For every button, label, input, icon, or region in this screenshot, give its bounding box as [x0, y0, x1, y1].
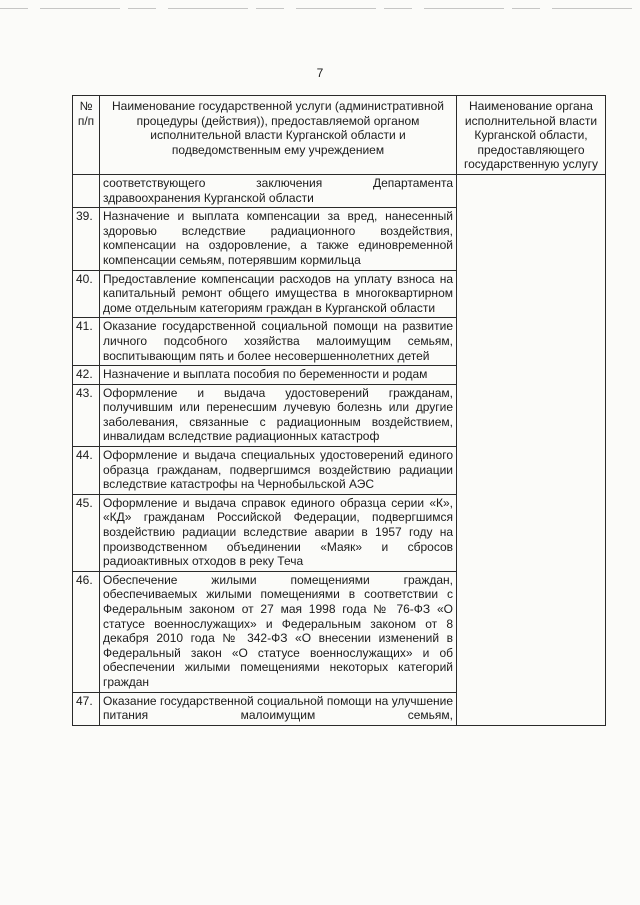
service-name: Назначение и выплата пособия по беременности и родам: [100, 366, 457, 385]
table-header-row: [73, 96, 606, 175]
header-authority-name: Наименование органа исполнительной власти Курганской области, предоставляющего государственную услугу: [457, 96, 606, 175]
row-number: 40.: [73, 270, 100, 318]
service-name: Обеспечение жилыми помещениями граждан, обеспечиваемых жилыми помещениями в соответствии с Федеральным законом от 27 мая 1998 года № 76-ФЗ «О статусе военнослужащих» и Федеральным законом от 8 декабря 2010 года № 342-ФЗ «О внесении изменений в Федеральный закон «О статусе военнослужащих» и об обеспечении жилыми помещениями некоторых категорий граждан: [100, 571, 457, 692]
header-number: № п/п: [73, 96, 100, 175]
row-number: 46.: [73, 571, 100, 692]
service-name: соответствующего заключения Департамента здравоохранения Курганской области: [100, 174, 457, 207]
service-name: Оформление и выдача специальных удостоверений единого образца гражданам, подвергшимся воздействию радиации вследствие катастрофы на Чернобыльской АЭС: [100, 447, 457, 495]
row-number: 43.: [73, 384, 100, 446]
row-number: 41.: [73, 318, 100, 366]
row-number: 39.: [73, 208, 100, 270]
page-number: 7: [316, 66, 324, 80]
authority-cell: [457, 174, 606, 725]
service-name: Назначение и выплата компенсации за вред, нанесенный здоровью вследствие радиационного воздействия, компенсации на оздоровление, а также единовременной компенсации семьям, потерявшим кормильца: [100, 208, 457, 270]
row-number: [73, 174, 100, 207]
service-name: Оказание государственной социальной помощи на улучшение питания малоимущим семьям,: [100, 692, 457, 725]
table-row: [73, 174, 606, 207]
header-service-name: Наименование государственной услуги (административной процедуры (действия)), предоставляемой органом исполнительной власти Курганской области и подведомственным ему учреждением: [100, 96, 457, 175]
services-table: [72, 95, 606, 726]
row-number: 42.: [73, 366, 100, 385]
service-name: Оформление и выдача справок единого образца серии «К», «КД» гражданам Российской Федерации, подвергшимся воздействию радиации вследствие аварии в 1957 году на производственном объединении «Маяк» и сбросов радиоактивных отходов в реку Теча: [100, 494, 457, 571]
row-number: 47.: [73, 692, 100, 725]
scan-edge-artifact: [0, 8, 640, 9]
row-number: 44.: [73, 447, 100, 495]
service-name: Предоставление компенсации расходов на уплату взноса на капитальный ремонт общего имущества в многоквартирном доме отдельным категориям граждан в Курганской области: [100, 270, 457, 318]
service-name: Оформление и выдача удостоверений гражданам, получившим или перенесшим лучевую болезнь или другие заболевания, связанные с радиационным воздействием, инвалидам вследствие радиационных катастроф: [100, 384, 457, 446]
row-number: 45.: [73, 494, 100, 571]
service-name: Оказание государственной социальной помощи на развитие личного подсобного хозяйства малоимущим семьям, воспитывающим пять и более несовершеннолетних детей: [100, 318, 457, 366]
